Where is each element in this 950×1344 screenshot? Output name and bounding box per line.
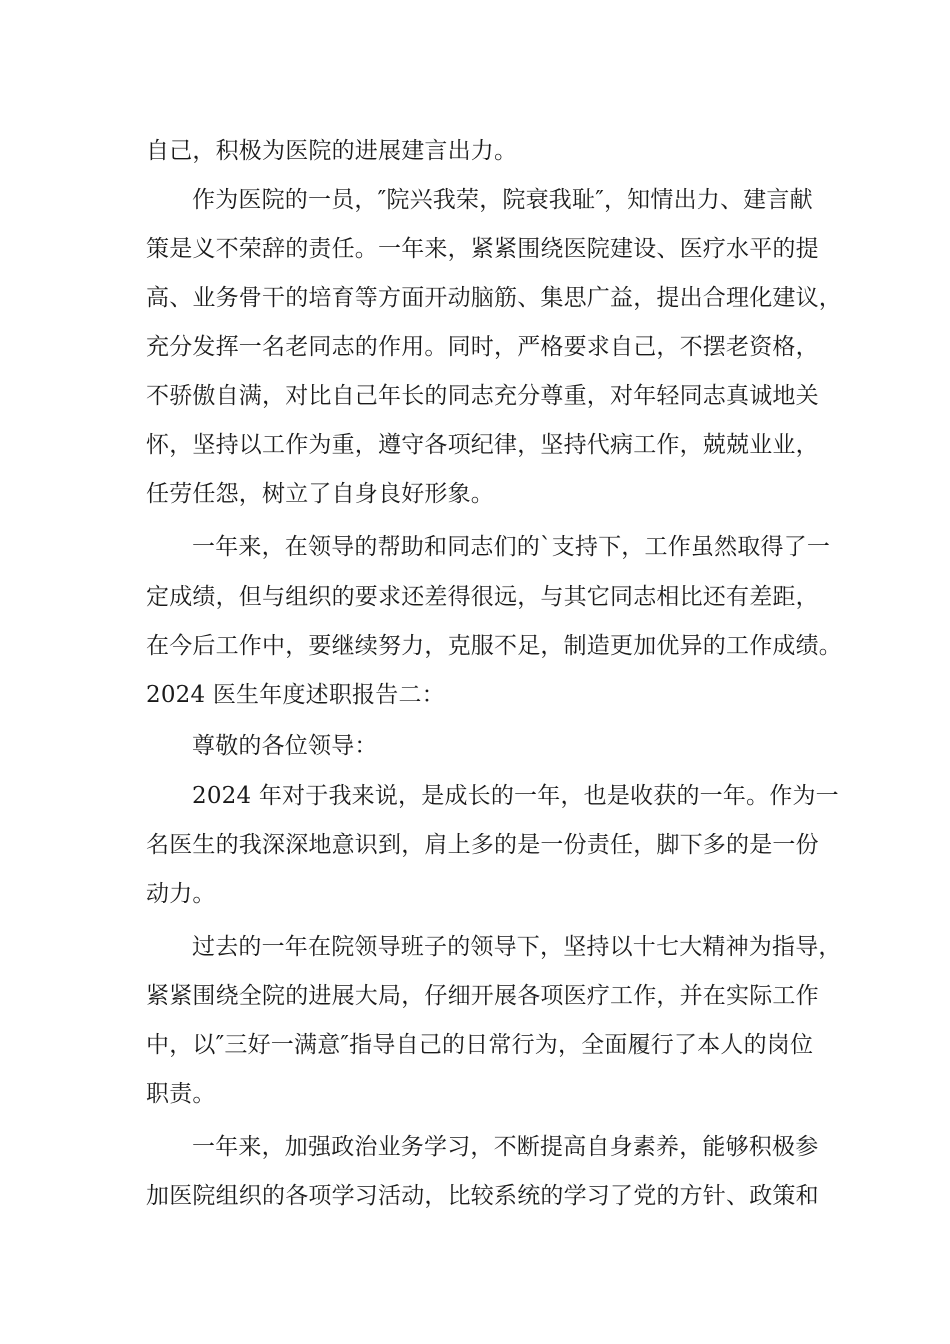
paragraph-line: 名医生的我深深地意识到，肩上多的是一份责任，脚下多的是一份 bbox=[146, 832, 819, 858]
section-heading: 2024 医生年度述职报告二： bbox=[146, 682, 445, 708]
paragraph-line: 一年来，在领导的帮助和同志们的`支持下，工作虽然取得了一 bbox=[192, 534, 831, 560]
paragraph-line: 不骄傲自满，对比自己年长的同志充分尊重，对年轻同志真诚地关 bbox=[146, 383, 819, 409]
salutation: 尊敬的各位领导： bbox=[192, 733, 378, 759]
paragraph-line: 加医院组织的各项学习活动，比较系统的学习了党的方针、政策和 bbox=[146, 1183, 819, 1209]
paragraph-line: 2024 年对于我来说，是成长的一年，也是收获的一年。作为一 bbox=[192, 783, 839, 809]
paragraph-line: 自己，积极为医院的进展建言出力。 bbox=[146, 138, 518, 164]
paragraph-line: 一年来，加强政治业务学习，不断提高自身素养，能够积极参 bbox=[192, 1134, 819, 1160]
paragraph-line: 中，以″三好一满意″指导自己的日常行为，全面履行了本人的岗位 bbox=[146, 1032, 814, 1058]
paragraph-line: 过去的一年在院领导班子的领导下，坚持以十七大精神为指导， bbox=[192, 934, 842, 960]
paragraph-line: 职责。 bbox=[146, 1081, 216, 1107]
paragraph-line: 高、业务骨干的培育等方面开动脑筋、集思广益，提出合理化建议， bbox=[146, 285, 842, 311]
paragraph-line: 在今后工作中，要继续努力，克服不足，制造更加优异的工作成绩。 bbox=[146, 633, 842, 659]
paragraph-line: 充分发挥一名老同志的作用。同时，严格要求自己，不摆老资格， bbox=[146, 334, 819, 360]
paragraph-line: 定成绩，但与组织的要求还差得很远，与其它同志相比还有差距， bbox=[146, 584, 819, 610]
paragraph-line: 任劳任怨，树立了自身良好形象。 bbox=[146, 481, 494, 507]
paragraph-line: 怀，坚持以工作为重，遵守各项纪律，坚持代病工作，兢兢业业， bbox=[146, 432, 819, 458]
paragraph-line: 动力。 bbox=[146, 881, 216, 907]
paragraph-line: 紧紧围绕全院的进展大局，仔细开展各项医疗工作，并在实际工作 bbox=[146, 983, 819, 1009]
paragraph-line: 策是义不荣辞的责任。一年来，紧紧围绕医院建设、医疗水平的提 bbox=[146, 236, 819, 262]
paragraph-line: 作为医院的一员，″院兴我荣，院衰我耻″，知情出力、建言献 bbox=[192, 187, 813, 213]
